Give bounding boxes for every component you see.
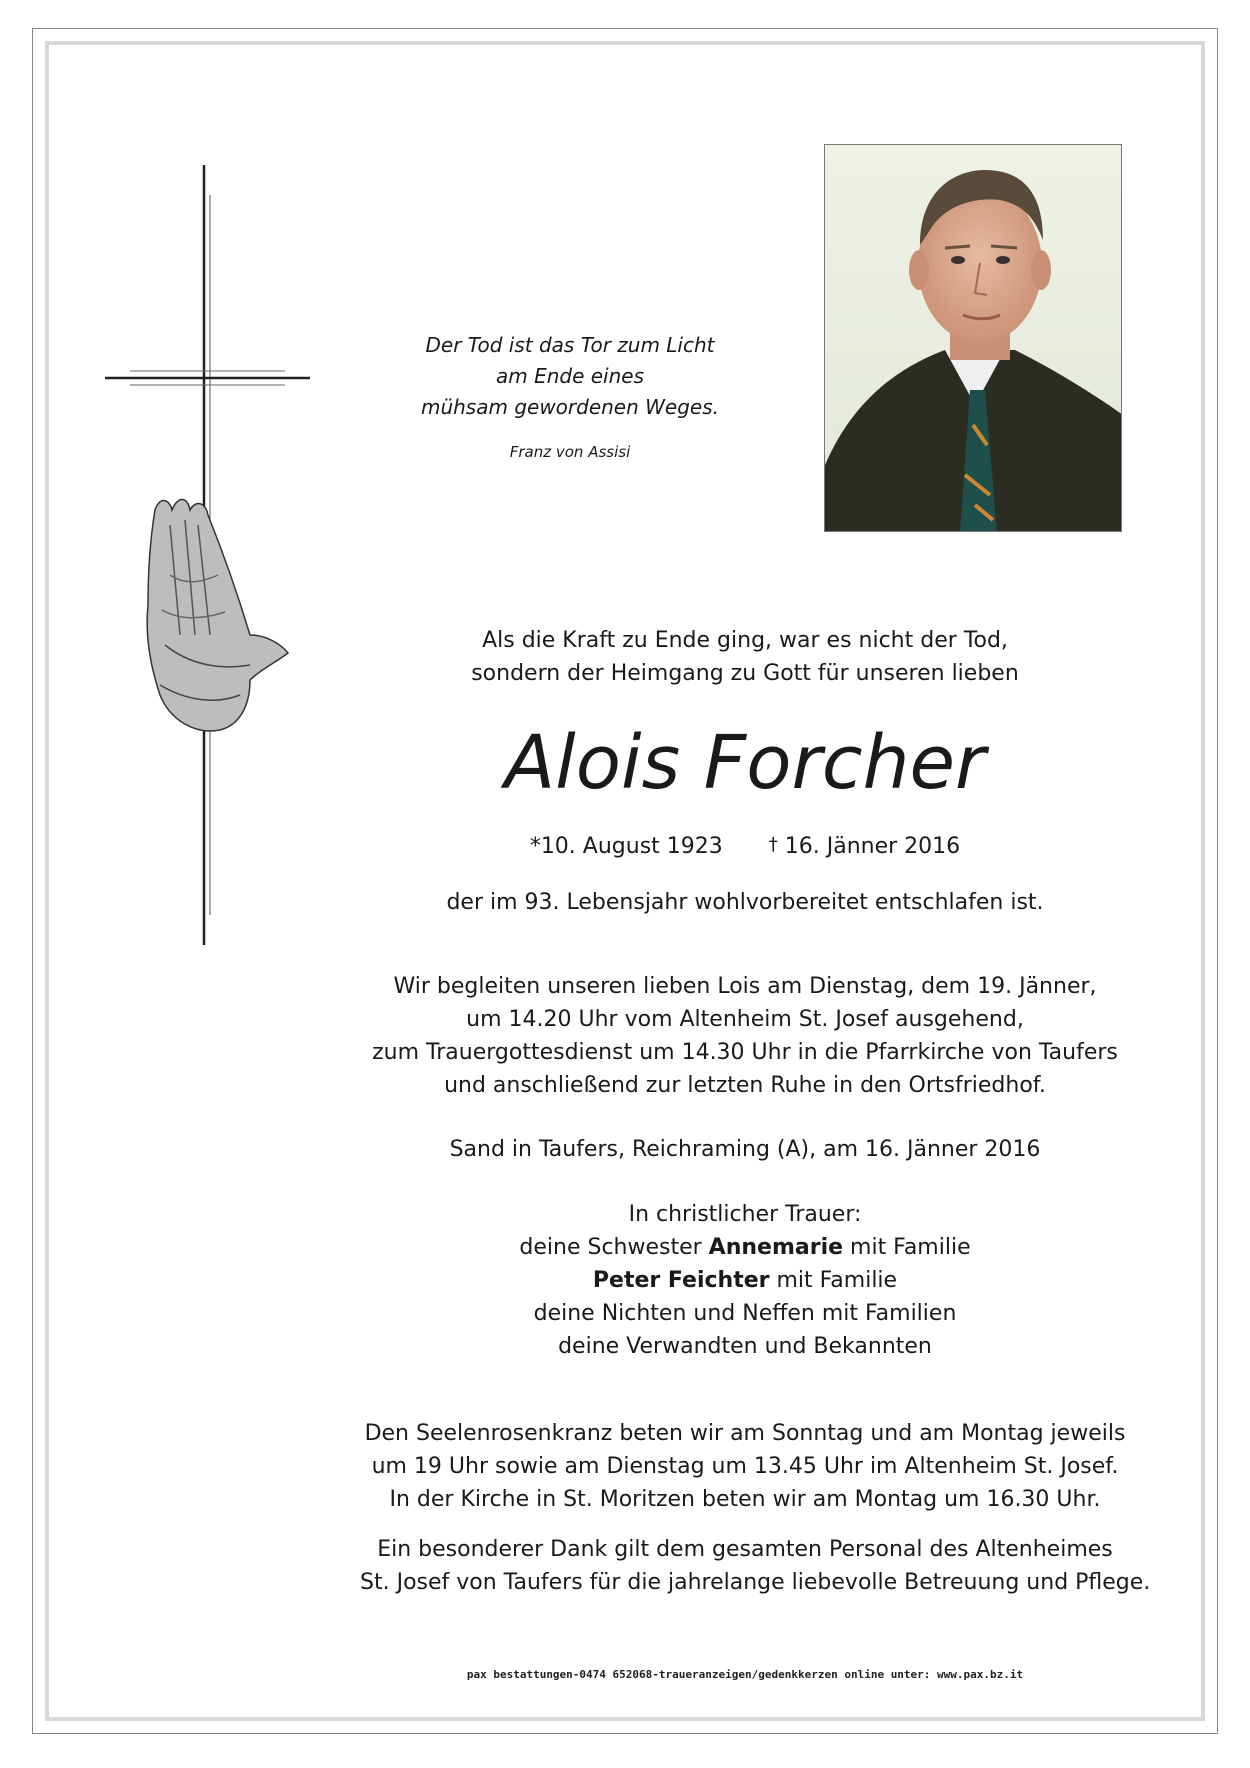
mourner-text: mit Familie [843, 1235, 971, 1260]
praying-hands-icon [147, 499, 288, 730]
intro-line: Als die Kraft zu Ende ging, war es nicht der Tod, [482, 628, 1008, 653]
death-date: 16. Jänner 2016 [784, 834, 961, 859]
thanks-note [360, 1533, 1151, 1599]
age-line: der im 93. Lebensjahr wohlvorbereitet entschlafen ist. [446, 890, 1044, 915]
mourner-name: Peter Feichter [592, 1268, 770, 1293]
funeral-line: und anschließend zur letzten Ruhe in den Ortsfriedhof. [444, 1073, 1046, 1098]
funeral-line: zum Trauergottesdienst um 14.30 Uhr in die Pfarrkirche von Taufers [372, 1040, 1118, 1065]
birth-date: *10. August 1923 [529, 834, 723, 859]
life-dates [360, 828, 1130, 863]
quote-author: Franz von Assisi [509, 443, 631, 461]
mourner-line [360, 1231, 1130, 1264]
mourner-text: mit Familie [769, 1268, 898, 1293]
rosary-line: In der Kirche in St. Moritzen beten wir am Montag um 16.30 Uhr. [389, 1487, 1101, 1512]
mourner-line [360, 1264, 1130, 1297]
mourners [360, 1198, 1130, 1363]
funeral-details [360, 970, 1130, 1102]
death-cross-icon: † [768, 834, 778, 855]
rosary-line: Den Seelenrosenkranz beten wir am Sonntag und am Montag jeweils [364, 1421, 1126, 1446]
intro-text [360, 624, 1130, 690]
thanks-line: Ein besonderer Dank gilt dem gesamten Personal des Altenheimes [377, 1537, 1113, 1562]
mourners-heading: In christlicher Trauer: [628, 1202, 862, 1227]
thanks-line: St. Josef von Taufers für die jahrelange liebevolle Betreuung und Pflege. [360, 1570, 1151, 1595]
funeral-line: um 14.20 Uhr vom Altenheim St. Josef ausgehend, [466, 1007, 1024, 1032]
deceased-name: Alois Forcher [504, 720, 986, 806]
footer-funeral-home: pax bestattungen-0474 652068-traueranzeigen/gedenkkerzen online unter: www.pax.bz.it [466, 1668, 1024, 1681]
mourner-line: deine Verwandten und Bekannten [558, 1334, 932, 1359]
place-date: Sand in Taufers, Reichraming (A), am 16. Jänner 2016 [449, 1137, 1041, 1162]
quote-line: am Ende eines [495, 364, 645, 388]
rosary-info [360, 1417, 1130, 1516]
portrait-photo [824, 144, 1122, 532]
cross-with-praying-hands-icon [100, 165, 315, 945]
intro-line: sondern der Heimgang zu Gott für unseren lieben [471, 661, 1019, 686]
mourner-name: Annemarie [708, 1235, 844, 1260]
rosary-line: um 19 Uhr sowie am Dienstag um 13.45 Uhr im Altenheim St. Josef. [371, 1454, 1119, 1479]
quote-line: Der Tod ist das Tor zum Licht [425, 333, 715, 357]
mourner-text: deine Schwester [519, 1235, 709, 1260]
quote [360, 330, 780, 423]
quote-line: mühsam gewordenen Weges. [420, 395, 720, 419]
mourner-line: deine Nichten und Neffen mit Familien [533, 1301, 957, 1326]
funeral-line: Wir begleiten unseren lieben Lois am Dienstag, dem 19. Jänner, [393, 974, 1097, 999]
